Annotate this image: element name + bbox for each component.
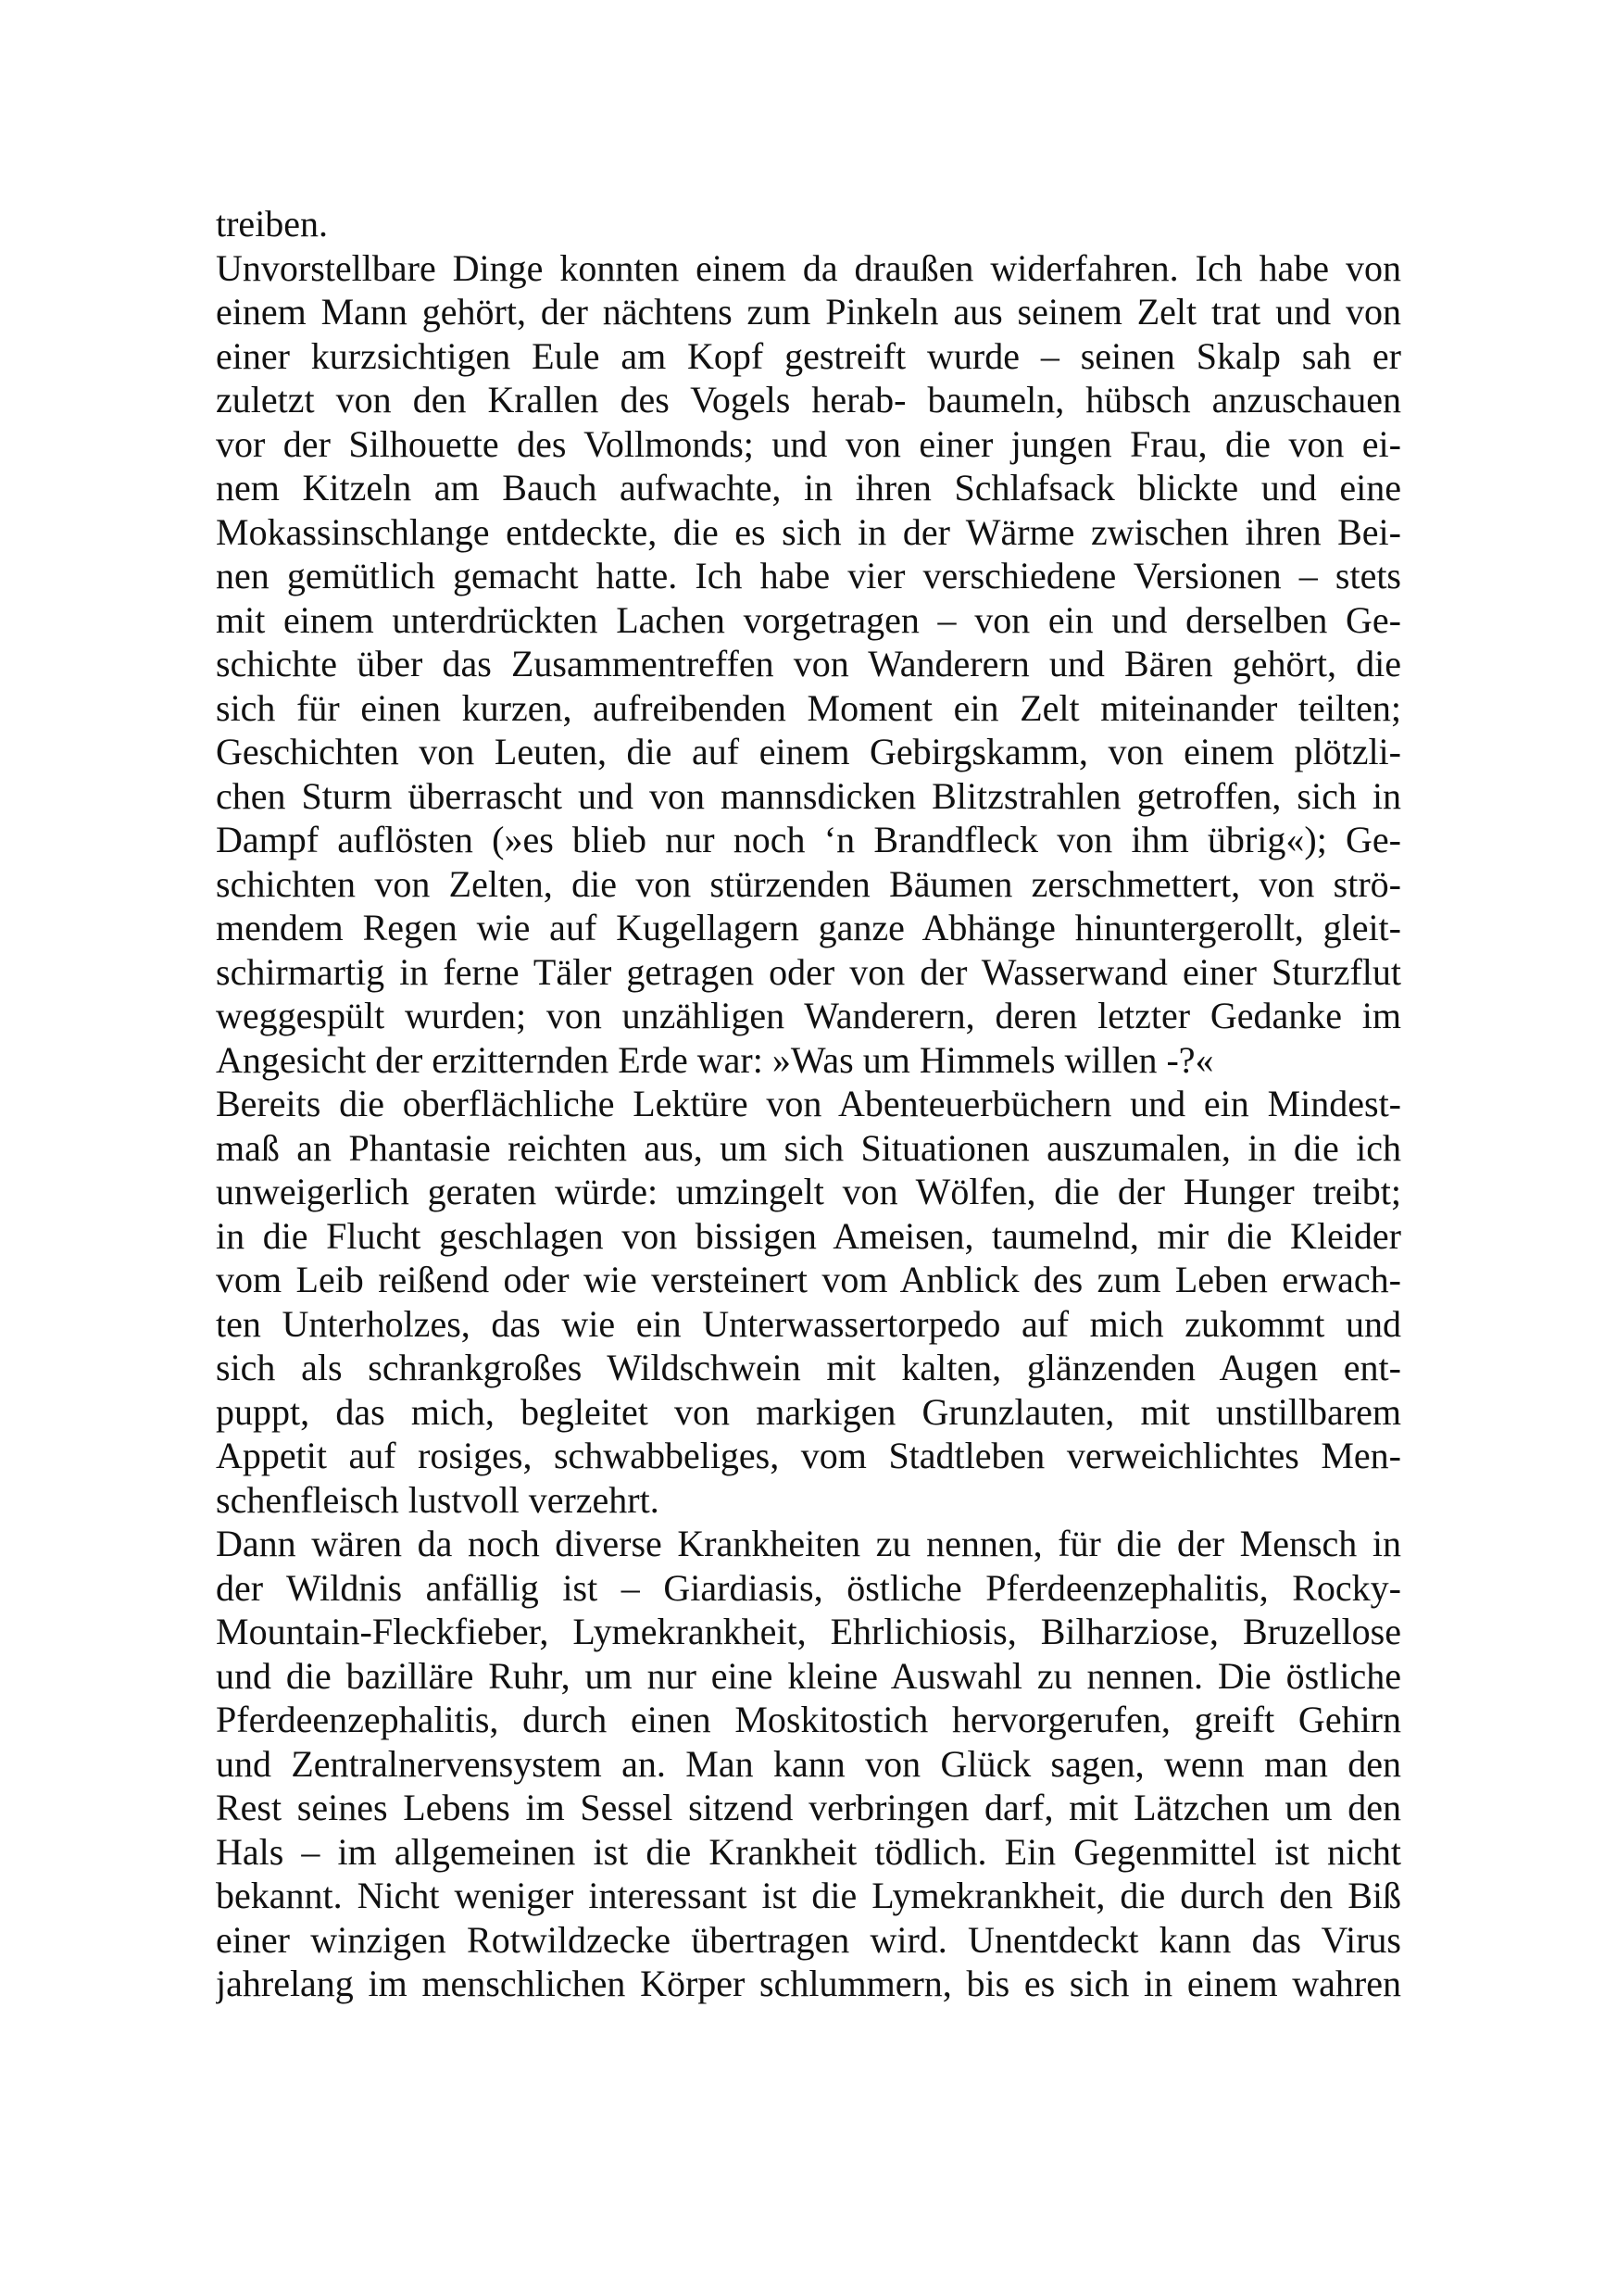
text-line: Bereits die oberflächliche Lektüre von Abenteuerbüchern und ein Mindest- (216, 1083, 1401, 1124)
text-line: treiben. (216, 203, 329, 245)
text-line: mit einem unterdrückten Lachen vorgetragen – von ein und derselben Ge- (216, 598, 1401, 641)
text-line: Mountain-Fleckfieber, Lymekrankheit, Ehrlichiosis, Bilharziose, Bruzellose (216, 1611, 1401, 1652)
text-line: chen Sturm überrascht und von mannsdicken Blitzstrahlen getroffen, sich in (216, 774, 1401, 817)
text-line: der Wildnis anfällig ist – Giardiasis, östliche Pferdeenzephalitis, Rocky- (216, 1566, 1401, 1609)
text-line: unweigerlich geraten würde: umzingelt von Wölfen, die der Hunger treibt; (216, 1171, 1401, 1212)
text-line: einer kurzsichtigen Eule am Kopf gestreift wurde – seinen Skalp sah er (216, 334, 1401, 377)
text-line: mendem Regen wie auf Kugellagern ganze Abhänge hinuntergerollt, gleit- (216, 907, 1401, 948)
text-line: Dampf auflösten (»es blieb nur noch ‘n Brandfleck von ihm übrig«); Ge- (216, 819, 1401, 860)
text-line: sich für einen kurzen, aufreibenden Moment ein Zelt miteinander teilten; (216, 686, 1401, 729)
text-line: schichten von Zelten, die von stürzenden Bäumen zerschmettert, von strö- (216, 862, 1401, 905)
text-line: schichte über das Zusammentreffen von Wanderern und Bären gehört, die (216, 643, 1401, 684)
text-line: Hals – im allgemeinen ist die Krankheit tödlich. Ein Gegenmittel ist nicht (216, 1830, 1401, 1873)
text-line: weggespült wurden; von unzähligen Wanderern, deren letzter Gedanke im (216, 995, 1401, 1036)
text-line: Unvorstellbare Dinge konnten einem da draußen widerfahren. Ich habe von (216, 246, 1401, 289)
text-line: Rest seines Lebens im Sessel sitzend verbringen darf, mit Lätzchen um den (216, 1787, 1401, 1828)
text-line: Geschichten von Leuten, die auf einem Gebirgskamm, von einem plötzli- (216, 731, 1401, 772)
text-line: Pferdeenzephalitis, durch einen Moskitostich hervorgerufen, greift Gehirn (216, 1699, 1401, 1740)
text-line: und Zentralnervensystem an. Man kann von Glück sagen, wenn man den (216, 1742, 1401, 1785)
text-line: schenfleisch lustvoll verzehrt. (216, 1478, 659, 1521)
text-line: jahrelang im menschlichen Körper schlummern, bis es sich in einem wahren (216, 1963, 1401, 2004)
text-line: ten Unterholzes, das wie ein Unterwassertorpedo auf mich zukommt und (216, 1302, 1401, 1345)
text-line: maß an Phantasie reichten aus, um sich Situationen auszumalen, in die ich (216, 1126, 1401, 1169)
text-line: Angesicht der erzitternden Erde war: »Was um Himmels willen -?« (216, 1038, 1214, 1081)
text-line: nem Kitzeln am Bauch aufwachte, in ihren Schlafsack blickte und eine (216, 467, 1401, 508)
text-line: einer winzigen Rotwildzecke übertragen wird. Unentdeckt kann das Virus (216, 1918, 1401, 1961)
book-page-text (216, 202, 1401, 2006)
text-line: schirmartig in ferne Täler getragen oder von der Wasserwand einer Sturzflut (216, 950, 1401, 993)
text-line: puppt, das mich, begleitet von markigen Grunzlauten, mit unstillbarem (216, 1390, 1401, 1433)
text-line: nen gemütlich gemacht hatte. Ich habe vier verschiedene Versionen – stets (216, 555, 1401, 596)
text-line: und die bazilläre Ruhr, um nur eine kleine Auswahl zu nennen. Die östliche (216, 1654, 1401, 1697)
text-line: einem Mann gehört, der nächtens zum Pinkeln aus seinem Zelt trat und von (216, 291, 1401, 332)
text-line: sich als schrankgroßes Wildschwein mit kalten, glänzenden Augen ent- (216, 1347, 1401, 1388)
text-line: in die Flucht geschlagen von bissigen Ameisen, taumelnd, mir die Kleider (216, 1214, 1401, 1257)
text-line: bekannt. Nicht weniger interessant ist die Lymekrankheit, die durch den Biß (216, 1875, 1401, 1916)
text-line: Appetit auf rosiges, schwabbeliges, vom Stadtleben verweichlichtes Men- (216, 1435, 1401, 1476)
text-line: vor der Silhouette des Vollmonds; und von einer jungen Frau, die von ei- (216, 422, 1401, 465)
text-line: vom Leib reißend oder wie versteinert vom Anblick des zum Leben erwach- (216, 1259, 1401, 1300)
text-line: zuletzt von den Krallen des Vogels herab- baumeln, hübsch anzuschauen (216, 379, 1401, 420)
text-line: Mokassinschlange entdeckte, die es sich in der Wärme zwischen ihren Bei- (216, 510, 1401, 553)
text-line: Dann wären da noch diverse Krankheiten zu nennen, für die der Mensch in (216, 1523, 1401, 1564)
